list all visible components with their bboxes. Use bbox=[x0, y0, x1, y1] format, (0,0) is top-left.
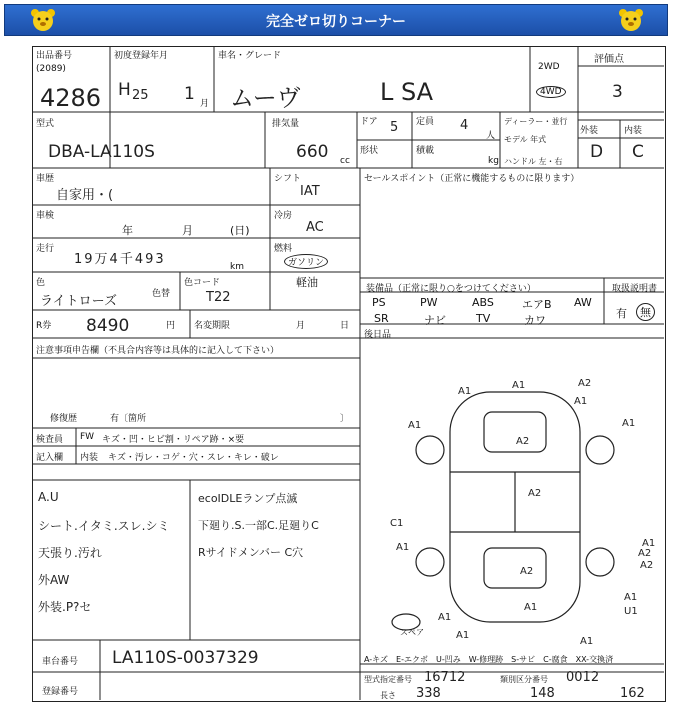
color-change-label: 色替 bbox=[152, 289, 171, 299]
doors-value: 5 bbox=[390, 120, 399, 135]
score-label: 評価点 bbox=[594, 54, 624, 65]
damage-mark: C1 bbox=[390, 518, 404, 529]
equipment-item: ナビ bbox=[424, 314, 446, 327]
fuel-label: 燃料 bbox=[274, 244, 293, 254]
equipment-label: 装備品（正常に限り○をつけてください） bbox=[366, 284, 536, 294]
notes-label: 注意事項申告欄（不具合内容等は具体的に記入して下さい） bbox=[36, 346, 280, 356]
remark-line: ecoIDLEランプ点滅 bbox=[198, 492, 298, 505]
capacity-value: 4 bbox=[460, 118, 469, 133]
entry-label: 記入欄 bbox=[36, 453, 64, 463]
inspector-label: 検査員 bbox=[36, 435, 64, 445]
loading-unit: kg bbox=[488, 156, 499, 166]
remark-line: 外装.P?セ bbox=[38, 600, 92, 614]
damage-mark: A1 bbox=[408, 420, 422, 431]
damage-mark: A1 bbox=[524, 602, 538, 613]
change-date-label: 名変期限 bbox=[194, 321, 231, 331]
color-value: ライトローズ bbox=[40, 294, 117, 309]
capacity-label: 定員 bbox=[416, 117, 435, 127]
fuel-gas: ガソリン bbox=[284, 254, 328, 269]
equipment-item: ABS bbox=[472, 296, 494, 309]
loading-label: 積載 bbox=[416, 146, 435, 156]
history-label: 車歴 bbox=[36, 174, 55, 184]
damage-mark: A1 bbox=[456, 630, 470, 641]
manual-yes: 有 bbox=[616, 307, 627, 320]
entry-items: キズ・汚レ・コゲ・穴・スレ・キレ・破レ bbox=[108, 453, 279, 463]
dims-width: 148 bbox=[530, 686, 555, 701]
sales-point-label: セールスポイント（正常に機能するものに限ります） bbox=[364, 174, 580, 184]
interior-label: 内装 bbox=[624, 126, 643, 136]
equipment-item: TV bbox=[476, 312, 491, 325]
dims-label2: 類別区分番号 bbox=[500, 675, 548, 684]
score-value: 3 bbox=[612, 82, 623, 102]
damage-mark: A2 bbox=[578, 378, 592, 389]
first-reg-era: H bbox=[118, 80, 131, 100]
lot-sub: (2089) bbox=[36, 64, 66, 74]
displacement-value: 660 bbox=[296, 142, 329, 162]
damage-mark: A1 bbox=[580, 636, 594, 647]
car-grade: L SA bbox=[380, 78, 434, 106]
remark-line: シート.イタミ.スレ.シミ bbox=[38, 519, 170, 533]
shift-label: シフト bbox=[274, 174, 302, 184]
displacement-label: 排気量 bbox=[272, 119, 300, 129]
damage-mark: A1 bbox=[624, 592, 638, 603]
repair-value: 有〔箇所 bbox=[110, 414, 147, 424]
shift-value: IAT bbox=[300, 184, 320, 199]
repair-label: 修復歴 bbox=[50, 414, 78, 424]
first-reg-label: 初度登録年月 bbox=[114, 51, 169, 61]
lot-label: 出品番号 bbox=[36, 51, 73, 61]
equipment-item: AW bbox=[574, 296, 592, 309]
damage-mark: A2 bbox=[528, 488, 542, 499]
header-title: 完全ゼロ切りコーナー bbox=[266, 14, 406, 30]
remark-line: 外AW bbox=[38, 573, 70, 587]
mileage-label: 走行 bbox=[36, 244, 55, 254]
remark-line: A.U bbox=[38, 490, 59, 504]
remark-line: Rサイドメンバー C穴 bbox=[198, 546, 304, 559]
color-label: 色 bbox=[36, 278, 46, 288]
model-label: 型式 bbox=[36, 119, 55, 129]
dims-label1: 型式指定番号 bbox=[364, 675, 412, 684]
manual-label: 取扱説明書 bbox=[612, 284, 658, 294]
damage-mark: A2 bbox=[638, 548, 652, 559]
registration-label: 登録番号 bbox=[42, 687, 79, 697]
car-diagram bbox=[380, 372, 660, 642]
equipment-item: PS bbox=[372, 296, 386, 309]
lot-number: 4286 bbox=[40, 84, 102, 112]
dims-value2: 0012 bbox=[566, 670, 600, 685]
inspector-items: キズ・凹・ヒビ割・リペア跡・×要 bbox=[102, 435, 245, 445]
doors-label: ドア bbox=[360, 117, 378, 127]
exterior-label: 外装 bbox=[580, 126, 599, 136]
dims-h-label: 長さ bbox=[380, 691, 396, 700]
drive-2wd: 2WD bbox=[538, 62, 560, 72]
dealer-label: ディーラー・並行 bbox=[504, 117, 568, 126]
dims-length: 338 bbox=[416, 686, 441, 701]
chassis-label: 車台番号 bbox=[42, 657, 79, 667]
damage-mark: A1 bbox=[622, 418, 636, 429]
car-name: ムーヴ bbox=[230, 84, 301, 112]
change-date-month: 月 bbox=[296, 321, 306, 331]
inspection-label: 車検 bbox=[36, 211, 55, 221]
history-value: 自家用・( bbox=[56, 188, 114, 203]
inspection-month: 月 bbox=[182, 224, 193, 237]
damage-mark: A1 bbox=[574, 396, 588, 407]
equipment-item: SR bbox=[374, 312, 389, 325]
first-reg-month-unit: 月 bbox=[200, 99, 210, 109]
first-reg-year: 25 bbox=[132, 88, 149, 103]
remark-line: 下廻り.S.一部C.足廻りC bbox=[198, 519, 319, 532]
after-label: 後日品 bbox=[364, 330, 392, 340]
equipment-item: エアB bbox=[522, 298, 552, 311]
manual-no: 無 bbox=[636, 303, 655, 321]
mileage-value: 19万4千493 bbox=[74, 252, 166, 267]
recycle-label: R券 bbox=[36, 321, 52, 331]
damage-mark: A1 bbox=[458, 386, 472, 397]
inspection-year: 年 bbox=[122, 224, 133, 237]
change-date-day: 日 bbox=[340, 321, 350, 331]
damage-mark: A2 bbox=[640, 560, 654, 571]
dealer-model-year: モデル 年式 bbox=[504, 135, 547, 144]
first-reg-month: 1 bbox=[184, 84, 195, 104]
recycle-value: 8490 bbox=[86, 316, 130, 336]
exterior-score: D bbox=[590, 142, 604, 162]
interior-score: C bbox=[632, 142, 644, 162]
ac-value: AC bbox=[306, 220, 324, 235]
dealer-handle: ハンドル 左・右 bbox=[504, 157, 563, 166]
ac-label: 冷房 bbox=[274, 211, 293, 221]
equipment-item: カワ bbox=[524, 314, 546, 327]
remark-line: 天張り.汚れ bbox=[38, 546, 102, 560]
drive-4wd: 4WD bbox=[536, 86, 566, 98]
inspector-fw: FW bbox=[80, 432, 95, 442]
fuel-diesel: 軽油 bbox=[296, 276, 318, 289]
repair-close: 〕 bbox=[340, 414, 350, 424]
damage-legend: A-キズ E-エクボ U-凹み W-修理跡 S-サビ C-腐食 XX-交換済 bbox=[364, 655, 614, 664]
damage-mark: U1 bbox=[624, 606, 638, 617]
chassis-value: LA110S-0037329 bbox=[112, 648, 259, 668]
recycle-unit: 円 bbox=[166, 321, 176, 331]
spare-label: スペア bbox=[400, 628, 424, 637]
dims-height: 162 bbox=[620, 686, 645, 701]
capacity-unit: 人 bbox=[486, 131, 496, 141]
damage-mark: A1 bbox=[512, 380, 526, 391]
damage-mark: A2 bbox=[516, 436, 530, 447]
color-code: T22 bbox=[206, 290, 231, 305]
model-value: DBA-LA110S bbox=[48, 142, 155, 162]
inspection-day: (日) bbox=[230, 224, 250, 237]
entry-inner: 内装 bbox=[80, 453, 99, 463]
car-name-label: 車名・グレード bbox=[218, 51, 282, 61]
equipment-item: PW bbox=[420, 296, 438, 309]
damage-mark: A1 bbox=[642, 538, 656, 549]
displacement-unit: cc bbox=[340, 156, 350, 166]
dims-value1: 16712 bbox=[424, 670, 466, 685]
damage-mark: A2 bbox=[520, 566, 534, 577]
damage-mark: A1 bbox=[438, 612, 452, 623]
mileage-unit: km bbox=[230, 262, 244, 272]
shape-label: 形状 bbox=[360, 146, 379, 156]
color-code-label: 色コード bbox=[184, 278, 221, 288]
damage-mark: A1 bbox=[396, 542, 410, 553]
